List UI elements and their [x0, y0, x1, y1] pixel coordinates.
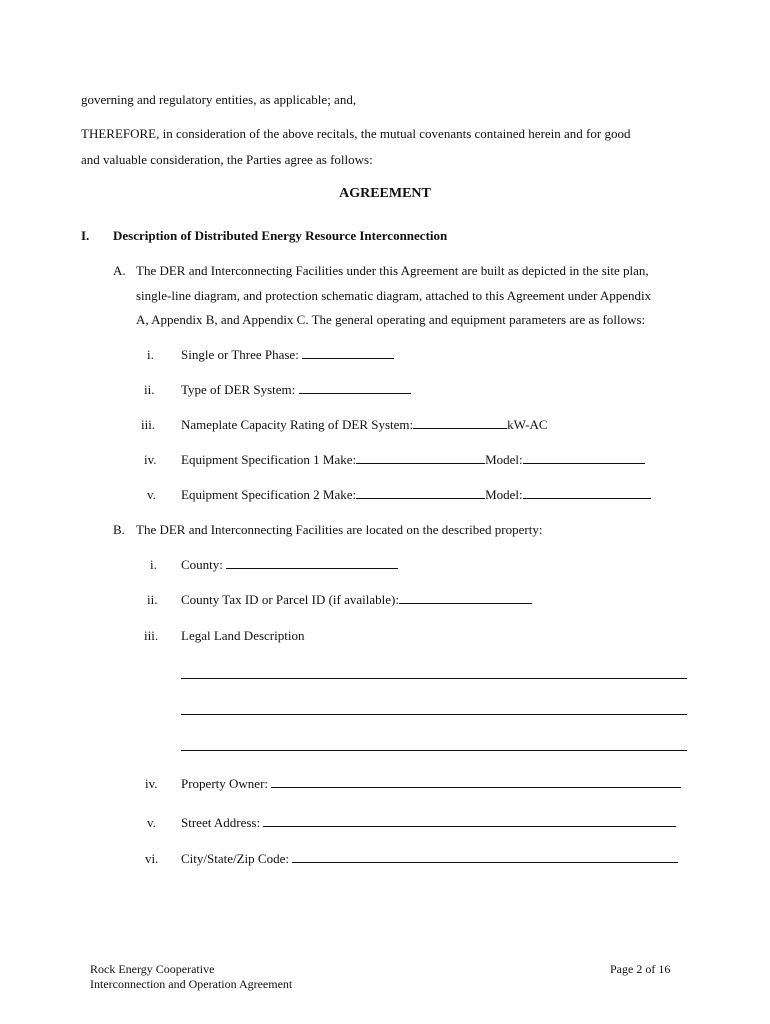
property-owner-blank[interactable]	[271, 776, 681, 788]
item-num: iii.	[141, 417, 156, 432]
item-num: v.	[147, 815, 156, 830]
item-num: vi.	[145, 851, 159, 866]
item-num: ii.	[147, 592, 158, 607]
item-num: iv.	[144, 452, 157, 467]
unit-label: kW-AC	[507, 417, 548, 432]
field-label: Equipment Specification 2 Make:	[181, 487, 357, 502]
section-number: I.	[81, 228, 90, 243]
para-b-line-1: The DER and Interconnecting Facilities are located on the described property:	[136, 522, 543, 537]
field-label: Street Address:	[181, 815, 264, 830]
intro-line: governing and regulatory entities, as applicable; and,	[81, 92, 357, 107]
legal-land-line-1[interactable]	[181, 678, 687, 679]
phase-blank[interactable]	[302, 347, 394, 359]
section-title: Description of Distributed Energy Resource Interconnection	[113, 228, 448, 243]
der-type-blank[interactable]	[299, 382, 411, 394]
agreement-title: AGREEMENT	[339, 186, 431, 201]
street-address-field	[181, 815, 676, 831]
equipment-1-field	[181, 452, 645, 468]
legal-land-line-2[interactable]	[181, 714, 687, 715]
field-label: County:	[181, 557, 227, 572]
field-label: County Tax ID or Parcel ID (if available):	[181, 592, 399, 607]
county-field	[181, 557, 398, 573]
model-2-blank[interactable]	[523, 487, 651, 499]
parcel-id-field	[181, 592, 532, 608]
para-b-marker: B.	[113, 522, 125, 537]
model-label: Model:	[485, 487, 523, 502]
equipment-2-field	[181, 487, 651, 503]
item-num: i.	[147, 347, 154, 362]
parcel-id-blank[interactable]	[399, 592, 532, 604]
model-label: Model:	[485, 452, 523, 467]
property-owner-field	[181, 776, 681, 792]
field-label: Equipment Specification 1 Make:	[181, 452, 357, 467]
footer-org: Rock Energy Cooperative	[90, 962, 215, 976]
city-state-zip-field	[181, 851, 678, 867]
make-2-blank[interactable]	[356, 487, 485, 499]
field-label: City/State/Zip Code:	[181, 851, 293, 866]
capacity-blank[interactable]	[413, 417, 507, 429]
field-label: Nameplate Capacity Rating of DER System:	[181, 417, 414, 432]
therefore-line-2: and valuable consideration, the Parties agree as follows:	[81, 152, 373, 167]
item-num: i.	[150, 557, 157, 572]
city-state-zip-blank[interactable]	[292, 851, 678, 863]
therefore-line-1: THEREFORE, in consideration of the above recitals, the mutual covenants contained herein and for good	[81, 126, 631, 141]
para-a-line-3: A, Appendix B, and Appendix C. The general operating and equipment parameters are as follows:	[136, 312, 646, 327]
phase-field	[181, 347, 394, 363]
capacity-field	[181, 417, 548, 433]
county-blank[interactable]	[226, 557, 398, 569]
page-number: Page 2 of 16	[610, 962, 671, 976]
model-1-blank[interactable]	[523, 452, 645, 464]
street-address-blank[interactable]	[263, 815, 676, 827]
legal-land-line-3[interactable]	[181, 750, 687, 751]
para-a-line-2: single-line diagram, and protection schematic diagram, attached to this Agreement under Appendix	[136, 288, 652, 303]
legal-land-label: Legal Land Description	[181, 628, 305, 643]
der-type-field	[181, 382, 411, 398]
field-label: Single or Three Phase:	[181, 347, 303, 362]
item-num: ii.	[144, 382, 155, 397]
item-num: v.	[147, 487, 156, 502]
field-label: Type of DER System:	[181, 382, 299, 397]
item-num: iv.	[145, 776, 158, 791]
item-num: iii.	[144, 628, 159, 643]
footer-doc-title: Interconnection and Operation Agreement	[90, 977, 293, 991]
para-a-marker: A.	[113, 263, 126, 278]
make-1-blank[interactable]	[356, 452, 485, 464]
para-a-line-1: The DER and Interconnecting Facilities under this Agreement are built as depicted in the site plan,	[136, 263, 649, 278]
field-label: Property Owner:	[181, 776, 272, 791]
